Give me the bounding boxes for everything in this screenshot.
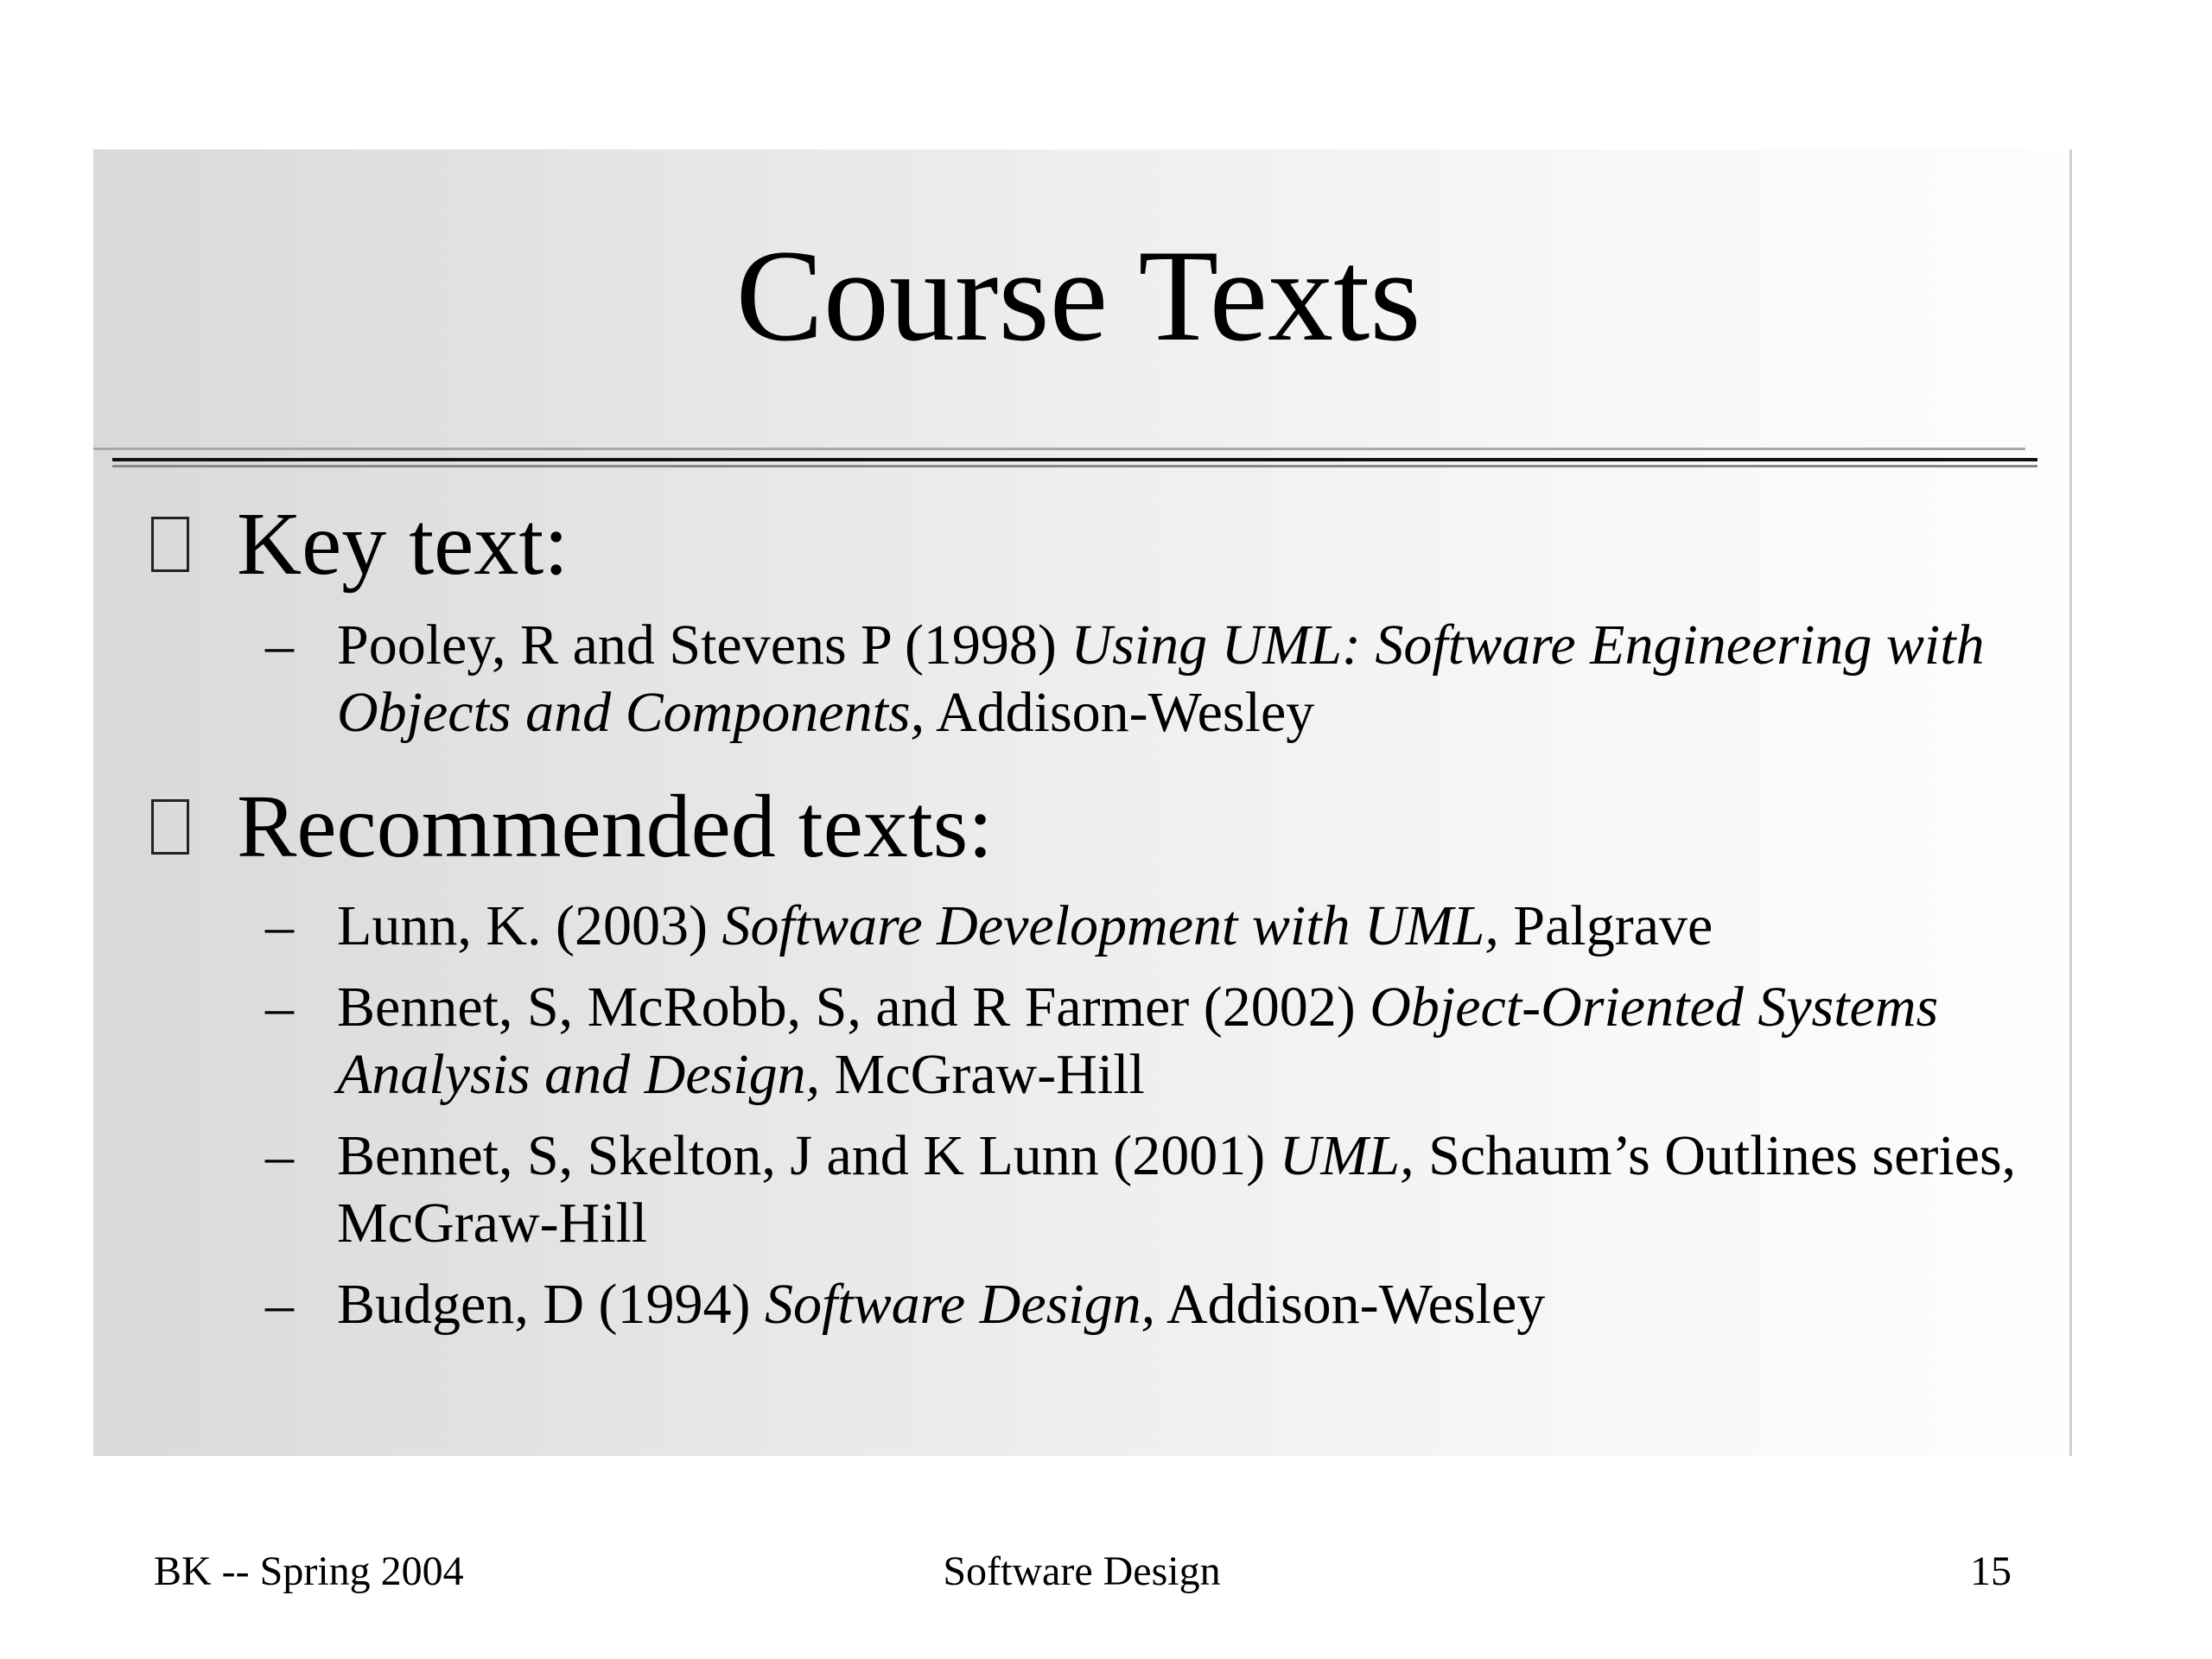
title-divider bbox=[112, 458, 2037, 461]
square-bullet-icon bbox=[151, 517, 189, 572]
reference-authors: Lunn, K. (2003) bbox=[337, 894, 722, 957]
reference-authors: Bennet, S, McRobb, S, and R Farmer (2002) bbox=[337, 976, 1370, 1039]
reference-item bbox=[151, 612, 2039, 747]
footer-course-name: Software Design bbox=[943, 1548, 1221, 1594]
reference-publisher: Palgrave bbox=[1498, 894, 1713, 957]
dash-bullet: – bbox=[265, 976, 294, 1039]
reference-publisher: Addison-Wesley bbox=[1155, 1273, 1546, 1336]
reference-publisher: Schaum’s Outlines series, McGraw-Hill bbox=[337, 1124, 2017, 1255]
title-divider bbox=[93, 448, 2025, 450]
dash-bullet: – bbox=[265, 613, 294, 677]
reference-authors: Bennet, S, Skelton, J and K Lunn (2001) bbox=[337, 1124, 1280, 1187]
reference-title: Software Development with UML, bbox=[721, 894, 1499, 957]
square-bullet-icon bbox=[151, 799, 189, 855]
section-key-text bbox=[151, 493, 2039, 760]
dash-bullet: – bbox=[265, 1273, 294, 1336]
section-heading bbox=[151, 493, 2039, 596]
reference-authors: Budgen, D (1994) bbox=[337, 1273, 765, 1336]
reference-item bbox=[151, 1122, 2039, 1257]
slide-right-rule bbox=[2069, 149, 2072, 1456]
section-recommended-texts bbox=[151, 775, 2039, 1352]
title-divider bbox=[112, 465, 2037, 467]
reference-item bbox=[151, 1271, 2039, 1338]
dash-bullet: – bbox=[265, 1124, 294, 1187]
reference-title: Object-Oriented Systems Analysis and Design, bbox=[337, 976, 1939, 1106]
reference-publisher: McGraw-Hill bbox=[820, 1043, 1145, 1106]
reference-title: Using UML: Software Engineering with Objects and Components, bbox=[337, 613, 1985, 744]
reference-authors: Pooley, R and Stevens P (1998) bbox=[337, 613, 1071, 677]
section-heading bbox=[151, 775, 2039, 879]
slide-title: Course Texts bbox=[735, 223, 1421, 368]
section-label: Key text: bbox=[237, 494, 569, 594]
reference-item bbox=[151, 893, 2039, 960]
reference-publisher: Addison-Wesley bbox=[925, 681, 1315, 744]
reference-list bbox=[151, 612, 2039, 747]
reference-title: UML, bbox=[1279, 1124, 1414, 1187]
footer-page-number: 15 bbox=[1970, 1548, 2012, 1594]
section-label: Recommended texts: bbox=[237, 777, 994, 876]
reference-item bbox=[151, 974, 2039, 1109]
footer-author-date: BK -- Spring 2004 bbox=[154, 1548, 464, 1594]
reference-list bbox=[151, 893, 2039, 1338]
reference-title: Software Design, bbox=[764, 1273, 1156, 1336]
dash-bullet: – bbox=[265, 894, 294, 957]
